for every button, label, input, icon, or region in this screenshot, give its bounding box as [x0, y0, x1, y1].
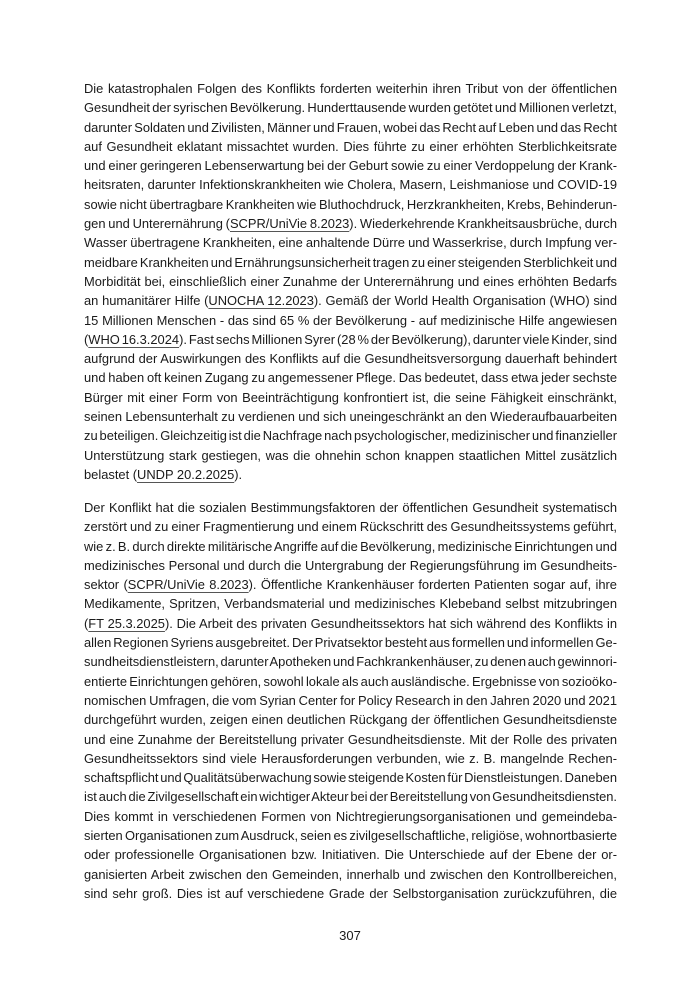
text-line [84, 517, 617, 536]
text-run: ). [234, 466, 243, 482]
citation-link[interactable]: FT 25.3.2025 [88, 615, 165, 631]
text-line [84, 845, 617, 864]
text-line [84, 426, 617, 445]
text-line [84, 98, 617, 117]
text-line-content [84, 537, 617, 556]
text-run: ). Wiederkehrende Krankheitsausbrüche, durch [349, 216, 617, 232]
text-run: oder professionelle Organisationen bzw. Initiativen. Die Unterschiede auf der Ebene der or- [84, 847, 617, 863]
text-line [84, 884, 617, 903]
text-line-content [84, 407, 617, 426]
text-line [84, 446, 617, 465]
text-line [84, 652, 617, 671]
text-run: Unterstützung stark gestiegen, was die ohnehin schon knappen staatlichen Mittel zusätzlich [84, 447, 617, 463]
text-run: ganisierten Arbeit zwischen den Gemeinden, innerhalb und zwischen den Kontrollbereichen, [84, 866, 617, 882]
text-line-content [84, 826, 617, 845]
text-run: zu beteiligen. Gleichzeitig ist die Nachfrage nach psychologischer, medizinischer und finanzieller [84, 428, 617, 444]
text-line [84, 749, 617, 768]
text-run: und eine Zunahme der Bereitstellung privater Gesundheitsdienste. Mit der Rolle des privaten [84, 731, 617, 747]
text-line-content [84, 465, 242, 484]
text-line-content [84, 594, 617, 613]
text-line [84, 537, 617, 556]
text-run: gen und Unterernährung ( [84, 216, 230, 232]
text-line-content [84, 368, 617, 387]
text-line [84, 768, 617, 787]
text-line-content [84, 118, 617, 137]
text-line-content [84, 311, 617, 330]
text-line [84, 214, 617, 233]
text-line [84, 349, 617, 368]
text-line-content [84, 691, 617, 710]
text-run: an humanitärer Hilfe ( [84, 293, 209, 309]
text-line [84, 407, 617, 426]
text-line-content [84, 156, 617, 175]
paragraph-health-system-fragmentation [84, 498, 617, 903]
text-run: und einer geringeren Lebenserwartung bei der Geburt sowie zu einer Verdoppelung der Krank- [84, 158, 617, 174]
text-line-content [84, 575, 617, 594]
citation-link[interactable]: UNOCHA 12.2023 [208, 293, 314, 309]
text-line-content [84, 807, 617, 826]
text-run: und haben oft keinen Zugang zu angemessener Pflege. Das bedeutet, dass etwa jeder sechste [84, 370, 617, 386]
text-line-content [84, 253, 617, 272]
text-line-content [84, 233, 617, 252]
text-run: ). Die Arbeit des privaten Gesundheitssektors hat sich während des Konflikts in [164, 615, 617, 631]
text-line-content [84, 426, 617, 445]
text-line [84, 195, 617, 214]
text-line [84, 79, 617, 98]
text-run: sektor ( [84, 577, 128, 593]
text-run: sundheitsdienstleistern, darunter Apotheken und Fachkrankenhäuser, zu denen auch gewinnori- [84, 654, 617, 670]
text-line [84, 175, 617, 194]
text-line-content [84, 446, 617, 465]
citation-link[interactable]: SCPR/UniVie 8.2023 [229, 216, 350, 232]
text-run: Die katastrophalen Folgen des Konflikts forderten weiterhin ihren Tribut von der öffentlichen [84, 81, 617, 96]
text-run: durchgeführt wurden, zeigen einen deutlichen Rückgang der öffentlichen Gesundheitsdienste [84, 712, 617, 728]
text-line [84, 575, 617, 594]
text-line [84, 291, 617, 310]
text-run: 15 Millionen Menschen - das sind 65 % der Bevölkerung - auf medizinische Hilfe angewiesen [84, 312, 617, 328]
text-run: Medikamente, Spritzen, Verbandsmaterial und medizinisches Klebeband selbst mitzubringen [84, 596, 617, 612]
text-line-content [84, 175, 617, 194]
text-line-content [84, 749, 617, 768]
text-run: entierte Einrichtungen gehören, sowohl lokale als auch ausländische. Ergebnisse von sozioöko- [84, 673, 617, 689]
text-line [84, 272, 617, 291]
text-line [84, 253, 617, 272]
text-run: heitsraten, darunter Infektionskrankheiten wie Cholera, Masern, Leishmaniose und COVID-19 [84, 177, 617, 193]
text-line [84, 556, 617, 575]
text-line [84, 807, 617, 826]
text-line-content [84, 710, 617, 729]
text-line-content [84, 330, 617, 349]
text-line-content [84, 214, 617, 233]
text-line-content [84, 291, 617, 310]
text-line-content [84, 730, 617, 749]
text-line [84, 787, 617, 806]
text-line-content [84, 633, 617, 652]
text-line [84, 730, 617, 749]
text-line [84, 311, 617, 330]
text-run: allen Regionen Syriens ausgebreitet. Der Privatsektor besteht aus formellen und informellen Ge- [84, 635, 617, 651]
text-line [84, 233, 617, 252]
text-run: ). Gemäß der World Health Organisation (WHO) sind [313, 293, 618, 309]
text-run: Gesundheit der syrischen Bevölkerung. Hunderttausende wurden getötet und Millionen verletzt, [84, 100, 617, 116]
text-run: auf Gesundheit eklatant missachtet wurden. Dies führte zu einer erhöhten Sterblichkeitsrate [84, 138, 617, 154]
text-line [84, 137, 617, 156]
text-run: seinen Lebensunterhalt zu verdienen und sich uneingeschränkt an den Wiederaufbauarbeiten [84, 409, 617, 425]
text-run: Gesundheitssektors sind viele Herausforderungen verbunden, wie z. B. mangelnde Rechen- [84, 750, 617, 766]
text-line-content [84, 517, 617, 536]
text-line [84, 710, 617, 729]
text-run: Morbidität bei, einschließlich einer Zunahme der Unterernährung und eines erhöhten Bedarfs [84, 273, 617, 289]
text-run: ). Öffentliche Krankenhäuser forderten Patienten sogar auf, ihre [248, 577, 617, 593]
text-line [84, 498, 617, 517]
text-line [84, 330, 617, 349]
text-line [84, 156, 617, 175]
text-line [84, 691, 617, 710]
text-line-content [84, 349, 617, 368]
text-run: darunter Soldaten und Zivilisten, Männer und Frauen, wobei das Recht auf Leben und das Recht [84, 119, 617, 135]
text-line [84, 465, 617, 484]
citation-link[interactable]: SCPR/UniVie 8.2023 [127, 577, 249, 593]
text-line-content [84, 556, 617, 575]
text-line-content [84, 388, 617, 407]
text-run: medizinisches Personal und durch die Untergrabung der Regierungsführung im Gesundheits- [84, 557, 617, 573]
text-run: belastet ( [84, 466, 138, 482]
text-line-content [84, 137, 617, 156]
text-line-content [84, 672, 617, 691]
text-run: meidbare Krankheiten und Ernährungsunsicherheit tragen zu einer steigenden Sterblichkeit und [84, 254, 617, 270]
text-run: sowie nicht übertragbare Krankheiten wie Bluthochdruck, Herzkrankheiten, Krebs, Behinderun- [84, 196, 617, 212]
text-run: ( [84, 331, 89, 347]
text-line [84, 594, 617, 613]
text-line [84, 672, 617, 691]
text-run: Dies kommt in verschiedenen Formen von Nichtregierungsorganisationen und gemeindeba- [84, 808, 617, 824]
text-run: Wasser übertragene Krankheiten, eine anhaltende Dürre und Wasserkrise, durch Impfung ver- [84, 235, 617, 251]
text-run: Bürger mit einer Form von Beeinträchtigung konfrontiert ist, die seine Fähigkeit einschränkt, [84, 389, 617, 405]
text-line [84, 118, 617, 137]
text-run: ( [84, 615, 89, 631]
text-run: aufgrund der Auswirkungen des Konflikts auf die Gesundheitsversorgung dauerhaft behindert [84, 351, 617, 367]
text-line [84, 865, 617, 884]
text-line-content [84, 787, 617, 806]
text-line [84, 633, 617, 652]
text-line-content [84, 614, 617, 633]
text-line-content [84, 884, 617, 903]
paragraph-health-consequences [84, 79, 617, 484]
text-run: Der Konflikt hat die sozialen Bestimmungsfaktoren der öffentlichen Gesundheit systematisch [84, 500, 617, 515]
text-line-content [84, 195, 617, 214]
text-line-content [84, 98, 617, 117]
text-line-content [84, 498, 617, 517]
text-line [84, 826, 617, 845]
text-run: wie z. B. durch direkte militärische Angriffe auf die Bevölkerung, medizinische Einrichtungen und [84, 538, 617, 554]
text-line [84, 388, 617, 407]
citation-link[interactable]: WHO 16.3.2024 [88, 331, 180, 347]
citation-link[interactable]: UNDP 20.2.2025 [137, 466, 235, 482]
text-line-content [84, 652, 617, 671]
text-line-content [84, 768, 617, 787]
text-line [84, 368, 617, 387]
text-line [84, 614, 617, 633]
text-line-content [84, 272, 617, 291]
text-run: sind sehr groß. Dies ist auf verschiedene Grade der Selbstorganisation zurückzuführen, die [84, 885, 617, 901]
text-run: sierten Organisationen zum Ausdruck, seien es zivilgesellschaftliche, religiöse, wohnortbasierte [84, 828, 617, 844]
text-line-content [84, 865, 617, 884]
text-run: nomischen Umfragen, die vom Syrian Center for Policy Research in den Jahren 2020 und 2021 [84, 692, 617, 708]
text-run: schaftspflicht und Qualitätsüberwachung sowie steigende Kosten für Dienstleistungen. Daneben [84, 770, 617, 786]
page-number: 307 [339, 928, 361, 943]
text-line-content [84, 79, 617, 98]
text-run: ). Fast sechs Millionen Syrer (28 % der Bevölkerung), darunter viele Kinder, sind [179, 331, 617, 347]
text-run: zerstört und zu einer Fragmentierung und einem Rückschritt des Gesundheitssystems geführt, [84, 519, 617, 535]
text-run: ist auch die Zivilgesellschaft ein wichtiger Akteur bei der Bereitstellung von Gesundheitsdiensten. [84, 789, 617, 805]
text-line-content [84, 845, 617, 864]
